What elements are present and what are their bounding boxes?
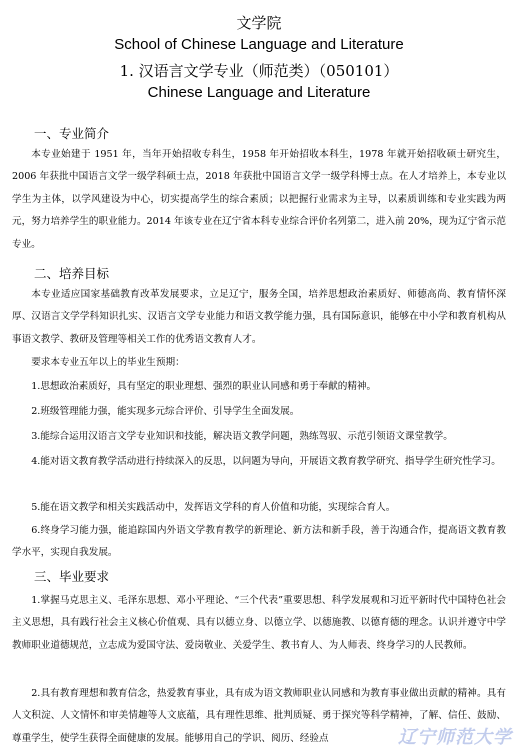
goal-item: 4.能对语文教育教学活动进行持续深入的反思，以问题为导向，开展语文教育教学研究、指导学生研究性学习。 xyxy=(31,456,501,467)
goal-paragraph: 本专业适应国家基础教育改革发展要求，立足辽宁，服务全国，培养思想政治素质好、师德高尚、教育情怀深厚、汉语言文学学科知识扎实、汉语言文学专业能力和语文教学能力强，具有国际意识，能够在中小学和教育机构从事语文教学、教研及管理等相关工作的优秀语文教育人才。 xyxy=(12,289,506,345)
college-title-en: School of Chinese Language and Literature xyxy=(114,36,404,53)
section-goal-heading: 二、培养目标 xyxy=(34,266,110,281)
major-title-en: Chinese Language and Literature xyxy=(147,84,371,101)
college-title-cn: 文学院 xyxy=(236,14,282,32)
goal-item: 3.能综合运用汉语言文学专业知识和技能，解决语文教学问题，熟练驾驭、示范引领语文课堂教学。 xyxy=(31,431,453,442)
requirement-item: 2.具有教育理想和教育信念，热爱教育事业，具有成为语文教师职业认同感和为教育事业做出贡献的精神。具有人文积淀、人文情怀和审美情趣等人文底蕴，具有理性思维、批判质疑、勇于探究等科学精神，了解、信任、鼓励、尊重学生，使学生获得全面健康的发展。能够用自己的学识、阅历、经验点 xyxy=(12,688,506,744)
major-title-cn: 1. 汉语言文学专业（师范类）（050101） xyxy=(119,62,399,80)
goal-item: 6.终身学习能力强，能追踪国内外语文学教育教学的新理论、新方法和新手段，善于沟通合作，提高语文教育教学水平，实现自我发展。 xyxy=(12,525,506,559)
goal-item: 1.思想政治素质好，具有坚定的职业理想、强烈的职业认同感和勇于奉献的精神。 xyxy=(31,381,377,392)
section-requirement-heading: 三、毕业要求 xyxy=(34,569,110,584)
goal-expectation: 要求本专业五年以上的毕业生预期： xyxy=(31,357,185,368)
goal-item: 5.能在语文教学和相关实践活动中，发挥语文学科的育人价值和功能，实现综合育人。 xyxy=(31,502,396,513)
section-intro-heading: 一、专业简介 xyxy=(34,126,110,141)
requirement-item: 1.掌握马克思主义、毛泽东思想、邓小平理论、“三个代表”重要思想、科学发展观和习近平新时代中国特色社会主义思想，具有践行社会主义核心价值观、具有以德立身、以德立学、以德施教、以德育德的理念。认识并遵守中学教师职业道德规范，立志成为爱国守法、爱岗敬业、关爱学生、教书育人、为人师表、终身学习的人民教师。 xyxy=(12,595,506,651)
university-watermark: 辽宁师范大学 xyxy=(398,727,512,748)
goal-item: 2.班级管理能力强，能实现多元综合评价、引导学生全面发展。 xyxy=(31,406,300,417)
intro-paragraph: 本专业始建于 1951 年，当年开始招收专科生，1958 年开始招收本科生，1978 年就开始招收硕士研究生，2006 年获批中国语言文学一级学科硕士点，2018 年获批中国语言文学一级学科博士点。在人才培养上，本专业以学生为主体，以学风建设为中心，切实提高学生的综合素质；以把握行业需求为主导，以素质训练和专业实践为两元，努力培养学生的职业能力。2014 年该专业在辽宁省本科专业综合评价名列第二，进入前 20%，现为辽宁省示范专业。 xyxy=(12,149,506,250)
